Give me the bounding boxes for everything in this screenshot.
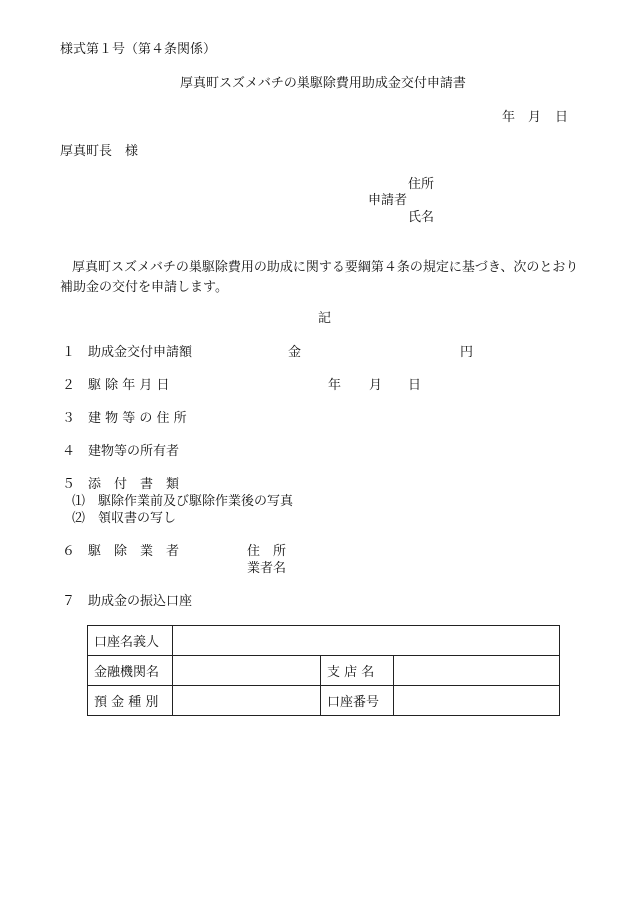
applicant-address-label: 住所 xyxy=(408,177,435,192)
item-2-year: 年 xyxy=(328,378,342,393)
item-1-number: １ xyxy=(62,345,76,360)
item-2-label: 駆 除 年 月 日 xyxy=(88,378,170,393)
addressee: 厚真町長 様 xyxy=(60,144,139,159)
item-6-label: 駆 除 業 者 xyxy=(88,544,180,559)
item-4-label: 建物等の所有者 xyxy=(88,444,180,459)
form-title: 厚真町スズメバチの巣駆除費用助成金交付申請書 xyxy=(180,76,466,91)
date-day-label: 日 xyxy=(555,110,569,125)
branch-name-label: 支 店 名 xyxy=(321,656,394,686)
body-paragraph: 厚真町スズメバチの巣駆除費用の助成に関する要綱第４条の規定に基づき、次のとおり補助金の交付を申請します。 xyxy=(60,260,579,295)
table-row xyxy=(88,686,560,716)
deposit-type-label: 預 金 種 別 xyxy=(88,686,173,716)
ki-heading: 記 xyxy=(318,311,332,326)
item-1-kin: 金 xyxy=(288,345,302,360)
item-2-day: 日 xyxy=(408,378,422,393)
account-number-label: 口座番号 xyxy=(321,686,394,716)
applicant-name-label: 氏名 xyxy=(408,210,435,225)
item-1-yen: 円 xyxy=(460,345,474,360)
item-5-sub-1: ⑴ 駆除作業前及び駆除作業後の写真 xyxy=(72,494,294,509)
account-holder-field[interactable] xyxy=(173,626,560,656)
item-6-number: ６ xyxy=(62,544,76,559)
date-year-label: 年 xyxy=(502,110,516,125)
item-5-label: 添 付 書 類 xyxy=(88,477,180,492)
item-7-label: 助成金の振込口座 xyxy=(88,594,193,609)
date-month-label: 月 xyxy=(528,110,542,125)
account-holder-label: 口座名義人 xyxy=(88,626,173,656)
deposit-type-field[interactable] xyxy=(173,686,321,716)
item-5-sub-2: ⑵ 領収書の写し xyxy=(72,511,177,526)
item-3-label: 建 物 等 の 住 所 xyxy=(88,411,187,426)
bank-account-table xyxy=(87,625,560,716)
bank-name-label: 金融機関名 xyxy=(88,656,173,686)
item-2-number: ２ xyxy=(62,378,76,393)
table-row xyxy=(88,626,560,656)
item-6-company-label: 業者名 xyxy=(247,561,287,576)
item-4-number: ４ xyxy=(62,444,76,459)
table-row xyxy=(88,656,560,686)
item-3-number: ３ xyxy=(62,411,76,426)
item-5-number: ５ xyxy=(62,477,76,492)
bank-name-field[interactable] xyxy=(173,656,321,686)
applicant-role-label: 申請者 xyxy=(368,193,408,208)
item-6-address-label: 住 所 xyxy=(247,544,287,559)
item-7-number: ７ xyxy=(62,594,76,609)
branch-name-field[interactable] xyxy=(394,656,560,686)
item-2-month: 月 xyxy=(369,378,383,393)
item-1-label: 助成金交付申請額 xyxy=(88,345,193,360)
account-number-field[interactable] xyxy=(394,686,560,716)
form-number: 様式第１号（第４条関係） xyxy=(60,42,217,57)
